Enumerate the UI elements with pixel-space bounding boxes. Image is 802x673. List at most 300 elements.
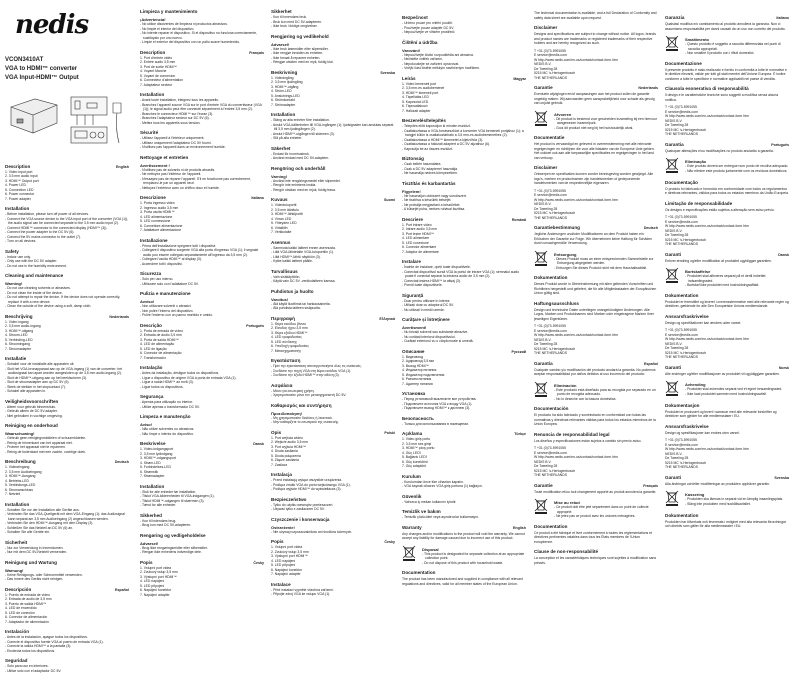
list-item: 2. Ingresso audio 3,5 mm — [140, 206, 264, 211]
disposal-title: Eliminación — [554, 383, 658, 388]
list-item: - Χρησιμοποιείτε μόνο τον μετασχηματιστή DC 5V. — [271, 393, 395, 398]
list-item: - Dit product is bestemd voor gescheiden inzameling bij een hiervoor aangewezen inzamelpunt. — [554, 117, 658, 126]
list-item: - Używać tylko z zasilaczem DC 5V. — [271, 507, 395, 512]
list — [5, 362, 129, 394]
disposal-text — [685, 380, 782, 398]
section-title: Ασφάλεια — [271, 383, 292, 389]
list-item: - Sammuta kaikki laitteet ennen asennusta. — [271, 246, 395, 251]
disposal-block — [534, 381, 658, 402]
list-item: - Brug ikke rengøringsmidler eller slibemidler. — [140, 546, 264, 551]
list-item: - Do not clean the inside of the device. — [5, 291, 129, 296]
list-item: - Tylko do użytku wewnątrz pomieszczeń. — [271, 503, 395, 508]
contact-line: NEDIS B.V. — [665, 119, 789, 124]
crossed-bin-icon — [534, 250, 548, 271]
list — [140, 400, 264, 409]
section-heading — [534, 549, 658, 555]
list-item: 4. LED napájení — [140, 579, 264, 584]
list-item: - Rengör inte enhetens insida. — [271, 183, 395, 188]
language-label: Norsk — [779, 365, 789, 371]
list-item: - Csatlakoztassa a hálózati adaptert a DC 5V aljzathoz (6). — [402, 142, 526, 147]
list-item: - Kapcsolja be az összes eszközt. — [402, 147, 526, 152]
list-item: 6. Güç konektörü — [402, 460, 526, 465]
section-heading — [271, 517, 395, 523]
list-item: 7. Адаптер питания — [402, 382, 526, 387]
section-heading — [665, 15, 789, 21]
list-item: - Apenas para utilização no interior. — [140, 400, 264, 405]
section-heading — [665, 86, 789, 92]
section-heading — [665, 180, 789, 186]
list-item: 5. LED připojení — [271, 563, 395, 568]
list-item: 1. Port wejścia wideo — [271, 436, 395, 441]
list-item: 3. Puerto de salida HDMI™ — [5, 602, 129, 607]
list-item: 7. Power adapter — [5, 197, 129, 202]
section-title: Installation — [271, 112, 295, 118]
list-item: - Rengjør utsiden med en myk, fuktig klut. — [271, 60, 395, 65]
list-item: 6. Strømstik — [140, 470, 264, 475]
contact-block — [534, 49, 658, 81]
disposal-text — [422, 545, 526, 566]
list-item: 3. Port de sortie HDMI™ — [140, 65, 264, 70]
subheading: Figyelem! — [402, 189, 526, 194]
contact-line: NEDIS B.V. — [665, 452, 789, 457]
list-item: 5. Connection LED — [5, 188, 129, 193]
list-item: 6. Conector de alimentación — [5, 615, 129, 620]
section-title: Garantia — [665, 142, 684, 148]
disposal-title: Smaltimento — [685, 37, 789, 42]
list-item: - Schalten Sie vor der Installation alle Geräte aus. — [5, 508, 129, 513]
language-label: English — [116, 164, 129, 170]
list-item: 5. LED připojení — [140, 584, 264, 589]
list — [140, 56, 264, 88]
list-item: 6. Stroomingang — [5, 342, 129, 347]
list-item: - Sluit de HDMI™-uitgang aan op het beeldscherm (3). — [5, 376, 129, 381]
section-title: Garantie — [534, 483, 553, 489]
section-title: Garanzia — [665, 15, 684, 21]
disposal-text — [554, 110, 658, 131]
list-item: - Probeer het apparaat niet te repareren. — [5, 445, 129, 450]
subheading: Avertissement ! — [140, 163, 264, 168]
list-item: - Niet gebruiken in vochtige omgeving. — [5, 414, 129, 419]
section-title: Beskrivning — [271, 70, 297, 76]
list — [271, 364, 395, 378]
list-item: - Vnější část čistěte měkkým navlhčeným hadříkem. — [402, 66, 526, 71]
list — [402, 223, 526, 255]
list — [140, 329, 264, 361]
list-item: - Verbinden Sie das VGA-Quellgerät mit dem VGA-Eingang (1); das Audiosignal kann separat am 3,5 mm Audioeingang (2) angeschlossen werden. — [5, 512, 129, 521]
list-item: 6. Разъем питания — [402, 377, 526, 382]
list-item: - Collegare l'uscita HDMI™ al display (3). — [140, 257, 264, 262]
list-item: - Indoor use only. — [5, 255, 129, 260]
list-item: - Clean the outside of the device using a soft, damp cloth. — [5, 304, 129, 309]
section-heading — [534, 85, 658, 91]
section-heading — [402, 525, 526, 531]
contact-line: T +31 (0)73-5991055 — [665, 215, 789, 220]
list — [271, 530, 395, 535]
subheading: Avertisment! — [402, 325, 526, 330]
list — [5, 436, 129, 454]
list-item: - Yalnızca iç mekan kullanımı içindir. — [402, 500, 526, 505]
list-item: - Kurulumdan önce tüm cihazları kapatın. — [402, 480, 526, 485]
section-title: Safety — [5, 249, 19, 255]
contact-line: W http://www.nedis.com/en-us/contact/contact-form.htm — [534, 58, 658, 63]
section-title: Garanti — [665, 252, 681, 258]
list-item: 4. LED τροφοδοσίας — [271, 335, 395, 340]
section-title: Безопасность — [402, 416, 434, 422]
paragraph: Alla ändringar och/eller modifieringar av produkten upphäver garantin. — [665, 482, 789, 487]
paragraph: Il design e le caratteristiche tecniche sono soggetti a modifica senza alcuna notifica. — [665, 93, 789, 102]
section-heading — [534, 25, 658, 31]
list-item: - Conectați ieșirea HDMI™ la afișaj (3). — [402, 279, 526, 284]
list-item: - Kun til indendørs brug. — [140, 519, 264, 524]
list — [5, 170, 129, 202]
nedis-logo: nedis — [15, 12, 129, 38]
list — [271, 179, 395, 193]
list — [140, 22, 264, 45]
paragraph: Eventuele wijzigingen en/of aanpassingen aan het product zullen de garantie ongeldig maken. Wij aanvaarden geen aansprakelijkheid voor schade als gevolg van onjuist gebruik. — [534, 92, 658, 106]
list-item: 4. Dioda zasilania — [271, 449, 395, 454]
list-item: - Ikke bruk løsemidler eller slipemidler. — [271, 47, 395, 52]
list-item: 4. Ström-LED — [271, 89, 395, 94]
section-title: Açıklama — [402, 431, 422, 437]
section-title: Seguridad — [5, 658, 27, 664]
crossed-bin-icon — [402, 545, 416, 566]
list-item: - Before installation, please turn off power of all devices. — [5, 212, 129, 217]
list-item: - Utilisez l'appareil à l'intérieur uniquement. — [140, 136, 264, 141]
list — [271, 275, 395, 284]
list-item: 2. 3,5 mm äänitulo — [271, 208, 395, 213]
language-label: Dansk — [778, 252, 789, 258]
list-item: - Utilice solo con el adaptador DC 5V. — [5, 669, 129, 673]
list — [140, 201, 264, 233]
section-heading — [665, 293, 789, 299]
list-item: - Prima dell'installazione spegnere tutti i dispositivi. — [140, 244, 264, 249]
list-item: 3. HDMI™-utgång — [271, 85, 395, 90]
subheading: Advarsel! — [140, 541, 264, 546]
list-item: 1. Video giriş portu — [402, 437, 526, 442]
list-item: 5. Anslutnings-LED — [271, 94, 395, 99]
list-item: - Určeno pouze pro vnitřní použití. — [402, 21, 526, 26]
subheading: Avviso! — [140, 299, 264, 304]
contact-line: THE NETHERLANDS — [665, 132, 789, 137]
section-title: Turvallisuus — [271, 269, 298, 275]
list-item: - N'utilisez pas de solvants ni de produits abrasifs. — [140, 168, 264, 173]
section-title: Curățare și întreținere — [402, 317, 450, 323]
contact-line: W http://www.nedis.com/en-us/contact/contact-form.htm — [534, 198, 658, 203]
contact-line: W http://www.nedis.com/en-us/contact/contact-form.htm — [534, 333, 658, 338]
column-1 — [5, 6, 129, 673]
list — [140, 566, 264, 598]
list-item: 6. Conector de alimentação — [140, 351, 264, 356]
list-item: - Keine Reinigungs- oder Scheuermittel verwenden. — [5, 573, 129, 578]
list-item: 2. 3,5 mm Audioeingang — [5, 470, 129, 475]
list-item: 7. Transformador — [140, 356, 264, 361]
list-item: 7. Napájecí adaptér — [271, 572, 395, 577]
subheading: Ostrzeżenie! — [271, 525, 395, 530]
section-heading — [140, 155, 264, 161]
list-item: - Verbinden Sie den HDMI™-Ausgang mit dem Display (3). — [5, 521, 129, 526]
list — [271, 302, 395, 311]
list-item: - Kun til innendørs bruk. — [271, 15, 395, 20]
list-item: 6. Connettore alimentazione — [140, 224, 264, 229]
list-item: - Používejte pouze adaptér DC 5V. — [402, 26, 526, 31]
list — [402, 422, 526, 427]
section-heading — [534, 406, 658, 412]
list — [5, 546, 129, 555]
list-item: - Turn on all devices. — [5, 239, 129, 244]
section-title: Temizlik ve bakım — [402, 509, 441, 515]
list-item: - Utilize apenas o transformador DC 5V. — [140, 405, 264, 410]
list-item: - Sluit het VGA-bronapparaat aan op de VGA-ingang (1) van de converter; het audiosignaal kan apart worden aangesloten op de 3,5 mm audio-ingang (2). — [5, 367, 129, 376]
list — [271, 203, 395, 235]
section-title: Renuncia de responsabilidad legal — [534, 432, 610, 438]
section-title: Dokumentation — [665, 293, 698, 299]
list-item: - Tilslut HDMI™-udgangen til skærmen (3). — [140, 499, 264, 504]
contact-line: W http://www.nedis.com/en-us/contact/contact-form.htm — [665, 337, 789, 342]
list-item: - Nettoyez l'extérieur avec un chiffon doux et humide. — [140, 186, 264, 191]
list-item: 2. Entrée audio 3,5 mm — [140, 60, 264, 65]
list — [271, 478, 395, 492]
list-item: 5. Dioda połączenia — [271, 454, 395, 459]
section-title: Documentation — [534, 524, 567, 530]
list — [5, 405, 129, 419]
list-item: - Ikke rengjør innsiden av enheten. — [271, 51, 395, 56]
contact-line: NEDIS B.V. — [665, 342, 789, 347]
list-item: 3. Výstupní port HDMI™ — [140, 575, 264, 580]
section-title: Description — [5, 164, 30, 170]
list-item: - Rengør ikke enhedens indvendige dele. — [140, 550, 264, 555]
list-item: 3. Port wyjścia HDMI™ — [271, 445, 395, 450]
contact-line: E service@nedis.com — [534, 193, 658, 198]
list-item: - Accendere tutti i dispositivi. — [140, 262, 264, 267]
language-label: Nederlands — [638, 85, 658, 91]
section-heading — [5, 560, 129, 566]
list-item: - Solo per uso interno. — [140, 277, 264, 282]
column-3 — [271, 4, 395, 597]
crossed-bin-icon — [665, 157, 679, 175]
list-item: - Only use with the DC 5V adapter. — [5, 259, 129, 264]
list-item: - Nu curățați interiorul dispozitivului. — [402, 335, 526, 340]
list-item: 7. Adaptor de alimentare — [402, 250, 526, 255]
list-item: - Branchez l'adaptateur secteur sur DC 5V (6). — [140, 116, 264, 121]
disposal-text — [554, 498, 658, 519]
contact-line: 5215 MC 's-Hertogenbosch — [534, 71, 658, 76]
list-item: 1. Port d'entrée vidéo — [140, 56, 264, 61]
list-item: 2. 3,5 mm ses girişi — [402, 442, 526, 447]
list-item: - Nur zur Verwendung in Innenräumen. — [5, 546, 129, 551]
section-heading — [271, 166, 395, 172]
list-item: 3. Výstupní port HDMI™ — [271, 554, 395, 559]
language-label: Svenska — [380, 70, 395, 76]
list-item: - Nu folosiți solvenți sau substanțe abrazive. — [402, 330, 526, 335]
list-item: 3. HDMI™-uitgang — [5, 329, 129, 334]
list — [402, 299, 526, 313]
language-label: Español — [115, 587, 129, 593]
section-title: Описание — [402, 349, 425, 355]
section-title: Instalación — [5, 629, 29, 635]
list — [271, 588, 395, 597]
list-item: 5. Verbindungs-LED — [5, 483, 129, 488]
contact-line: THE NETHERLANDS — [534, 351, 658, 356]
paragraph: Enhver ændring og/eller modifikation af produktet ugyldiggør garantien. — [665, 259, 789, 264]
list — [271, 118, 395, 141]
list-item: - Älä käytä liuottimia tai hankausaineita. — [271, 302, 395, 307]
section-heading — [665, 513, 789, 519]
list-item: 5. Verbinding-LED — [5, 338, 129, 343]
disposal-title: Bortskaffelse — [685, 269, 789, 274]
list — [402, 500, 526, 505]
list-item: - Συνδέστε την πηγή VGA στη θύρα εισόδου VGA (1). — [271, 369, 395, 374]
contact-block — [534, 446, 658, 478]
section-heading — [140, 533, 264, 539]
section-heading — [534, 165, 658, 171]
list-item: 1. Videoingång — [271, 76, 395, 81]
list-item: 1. Video input port — [5, 170, 129, 175]
list-item: - Reinig de binnenkant van het apparaat niet. — [5, 441, 129, 446]
list-item: - Ikke bruk i fuktige omgivelser. — [271, 24, 395, 29]
list-item: - Sluk for alle enheder før installation. — [140, 490, 264, 495]
section-title: Pulizia e manutenzione — [140, 291, 191, 297]
list-item: - Käytä vain DC 5V -verkkolaitteen kanssa. — [271, 279, 395, 284]
list — [5, 320, 129, 352]
section-title: Kuvaus — [271, 197, 288, 203]
list-item: - Anslut VGA-källenheten till VGA-ingången (1); ljudsignalen kan anslutas separat till 3,5 mm ljudingången (2). — [271, 123, 395, 132]
paragraph: Het product is vervaardigd en geleverd in overeenstemming met alle relevante regelgevingen en richtlijnen die voor alle lidstaten van de Europese Unie gelden. Het voldoet ook aan alle toepasselijke specificaties en regelgevingen in het land van verkoop. — [534, 142, 658, 160]
language-label: Polski — [384, 430, 395, 436]
section-title: Sécurité — [140, 130, 158, 136]
list-item: - Liitä HDMI™-lähtö näyttöön (3). — [271, 255, 395, 260]
list-item: - Mettez tous les appareils sous tension. — [140, 121, 264, 126]
disposal-block — [665, 157, 789, 175]
disposal-text — [554, 381, 658, 402]
list-item: - Gooi dit product niet weg bij het huishoudelijk afval. — [554, 126, 658, 131]
list-item: 6. Stromanschluss — [5, 488, 129, 493]
contact-line: W http://www.nedis.com/en-us/contact/contact-form.htm — [534, 455, 658, 460]
section-title: Siguranță — [402, 293, 423, 299]
list-item: - Ne nettoyez pas l'intérieur de l'appareil. — [140, 172, 264, 177]
list-item: - Připojte zdroj VGA ke vstupu VGA (1). — [271, 592, 395, 597]
section-heading — [665, 252, 789, 258]
contact-line: E service@nedis.com — [665, 110, 789, 115]
list-item: - No lo deseche con la basura doméstica. — [554, 397, 658, 402]
paragraph: Any changes and/or modifications to the product will void the warranty. We cannot accept any liability for damage caused due to incorrect use of this product. — [402, 532, 526, 541]
disposal-title: Mise au rebut — [554, 500, 658, 505]
language-label: Dansk — [253, 441, 264, 447]
section-heading — [271, 34, 395, 40]
section-title: Εγκατάσταση — [271, 358, 300, 364]
contact-line: T +31 (0)73-5991055 — [665, 438, 789, 443]
list — [271, 545, 395, 577]
section-title: Czyszczenie i konserwacja — [271, 517, 329, 523]
section-title: Documentación — [534, 406, 568, 412]
section-heading — [534, 135, 658, 141]
list-item: 2. Аудиовход 3,5 мм — [402, 359, 526, 364]
list-item: 3. Porta de saída HDMI™ — [140, 338, 264, 343]
contact-line: 5215 MC 's-Hertogenbosch — [665, 351, 789, 356]
section-heading — [534, 361, 658, 367]
list — [271, 152, 395, 161]
list-item: 3. HDMI™ kimeneti port — [402, 91, 526, 96]
list-item: - N'essayez pas de réparer l'appareil. S'il ne fonctionne pas correctement, remplacez-le par un appareil neuf. — [140, 177, 264, 186]
section-heading — [665, 61, 789, 67]
list-item: - Entsorgen Sie dieses Produkt nicht mit dem Haushaltsabfall. — [554, 266, 658, 271]
contact-line: THE NETHERLANDS — [534, 76, 658, 81]
list-item: - Ligue o dispositivo de origem VGA à porta de entrada VGA (1). — [140, 376, 264, 381]
list-item: 1. Porta de entrada de vídeo — [140, 329, 264, 334]
list-item: - Reinig de buitenkant met een zachte, vochtige doek. — [5, 450, 129, 455]
list-item: 4. Voyant Marche — [140, 69, 264, 74]
section-title: Limpeza e manutenção — [140, 414, 191, 420]
list-item: - Telepítés előtt kapcsoljon ki minden eszközt. — [402, 124, 526, 129]
list-item: - Vain sisäkäyttöön. — [271, 275, 395, 280]
list — [140, 447, 264, 479]
list-item: - Branchez le connecteur HDMI™ sur l'écran (3). — [140, 112, 264, 117]
paragraph: Os designs e especificações estão sujeitos a alteração sem aviso prévio. — [665, 208, 789, 213]
list — [140, 277, 264, 286]
paragraph: Jegliche Änderungen und/oder Modifikationen an dem Produkt haben ein Erlöschen der Garantie zur Folge. Wir übernehmen keine Haftung für Schäden durch unsachgemäße Verwendung. — [534, 232, 658, 246]
section-title: Reiniging en onderhoud — [5, 423, 58, 429]
section-title: Instalacja — [271, 472, 292, 478]
list-item: 1. Videó bemeneti port — [402, 82, 526, 87]
section-title: Clausola esonerativa di responsabilità — [665, 86, 749, 92]
list — [271, 389, 395, 398]
list — [271, 15, 395, 29]
list — [140, 490, 264, 508]
section-title: Installation — [5, 502, 29, 508]
section-heading — [534, 275, 658, 281]
list-item: 6. Υποδοχή τροφοδοσίας — [271, 344, 395, 349]
language-label: Português — [246, 323, 264, 329]
subheading: Warnung! — [5, 568, 129, 573]
list-item: - Nu utilizați în medii umede. — [402, 308, 526, 313]
list-item: 4. Stroom-LED — [5, 333, 129, 338]
list-item: - Connect HDMI™ connector to the connected display (HDMI™ (3)). — [5, 226, 129, 231]
section-title: Dokumentation — [534, 275, 567, 281]
contact-line: T +31 (0)73-5991055 — [534, 49, 658, 54]
subheading: Προειδοποίηση! — [271, 411, 395, 416]
list-item: 5. LED connessione — [140, 219, 264, 224]
list — [271, 322, 395, 354]
list-item: 5. LED σύνδεσης — [271, 340, 395, 345]
subheading: Waarschuwing! — [5, 431, 129, 436]
list — [271, 47, 395, 65]
language-label: Ελληνικά — [379, 316, 395, 322]
section-title: Instalace — [271, 582, 291, 588]
list — [271, 436, 395, 468]
list-item: 7. Adaptateur secteur — [140, 83, 264, 88]
model-number: VCON3410AT — [5, 56, 129, 65]
section-title: Rengöring och underhåll — [271, 166, 325, 172]
list-item: 7. Strömadapter — [271, 103, 395, 108]
list-item: 6. Tápcsatlakozó — [402, 104, 526, 109]
contact-block — [665, 328, 789, 360]
list-item: - Connect the VGA source device to the VGA input port of the converter (VGA (1)), the audio signal can be connected separate to the 3.5 mm audio input (2). — [5, 217, 129, 226]
list-item: 4. LED de alimentação — [140, 342, 264, 347]
language-label: Español — [644, 361, 658, 367]
list-item: - Schalten Sie alle Geräte ein. — [5, 530, 129, 535]
list-item: 3. HDMI™-Ausgang — [5, 474, 129, 479]
section-heading — [534, 225, 658, 231]
list — [140, 304, 264, 318]
paragraph: Produktet er fremstillet og leveret i overensstemmelse med alle relevante regler og direktiver, gældende for alle Den Europæiske Unions medlemslande. — [665, 300, 789, 309]
list — [5, 635, 129, 653]
section-heading — [402, 570, 526, 576]
section-title: Disclaimer — [534, 25, 557, 31]
language-label: Русский — [511, 349, 526, 355]
list-item: - Não limpe o interior do dispositivo. — [140, 432, 264, 437]
list-item: 2. Zvukový vstup 3,5 mm — [271, 550, 395, 555]
list-item: 2. Είσοδος ήχου 3,5 mm — [271, 326, 395, 331]
section-title: Säkerhet — [271, 146, 290, 152]
